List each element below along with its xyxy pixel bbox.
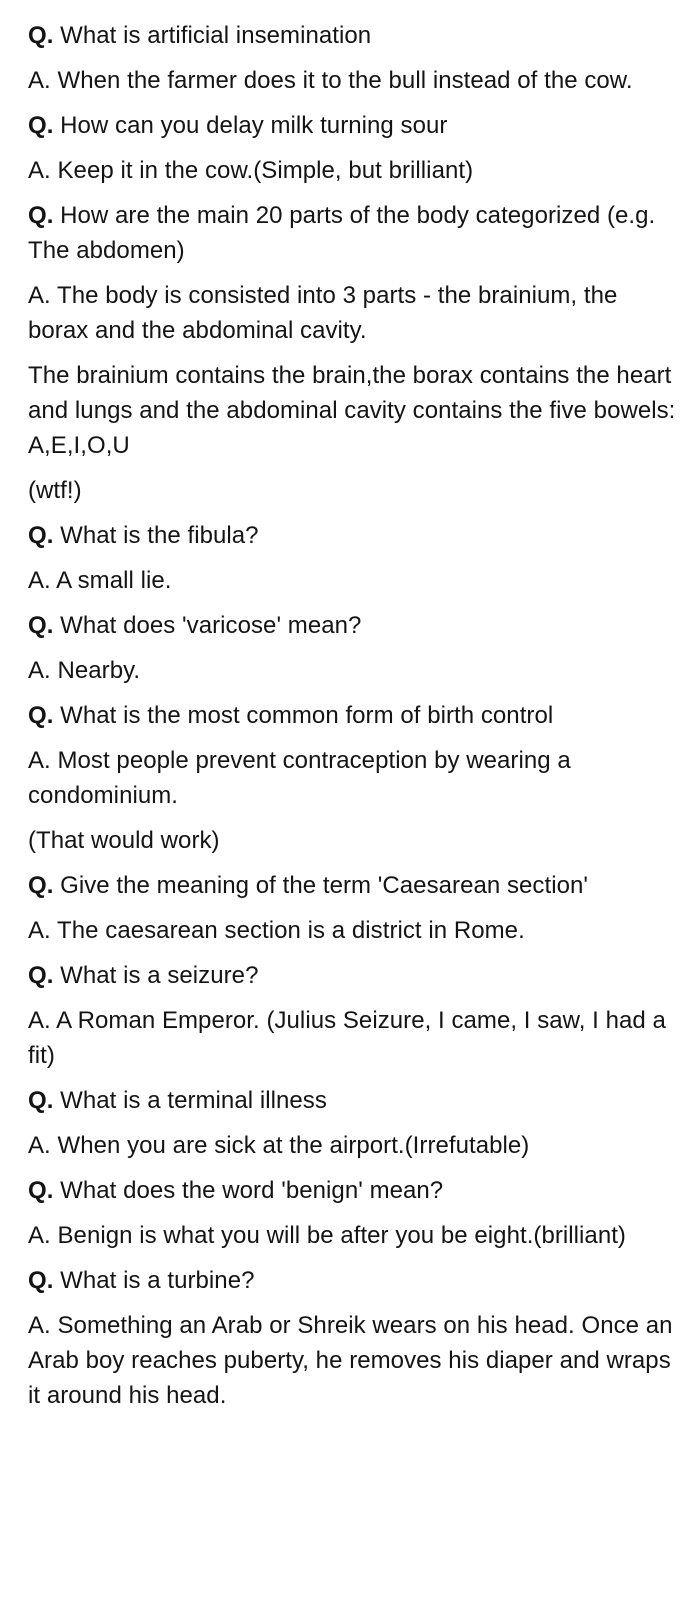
question-label: Q. <box>28 112 54 139</box>
question-paragraph <box>28 868 678 903</box>
question-label: Q. <box>28 22 54 49</box>
question-text: What does the word 'benign' mean? <box>53 1177 444 1204</box>
question-text: What is artificial insemination <box>53 22 372 49</box>
question-paragraph <box>28 608 678 643</box>
question-text: What is the most common form of birth control <box>53 702 554 729</box>
question-label: Q. <box>28 522 54 549</box>
question-paragraph <box>28 108 678 143</box>
question-text: How are the main 20 parts of the body categorized (e.g. The abdomen) <box>28 202 656 264</box>
answer-paragraph: A. Most people prevent contraception by wearing a condominium. <box>28 747 571 809</box>
question-paragraph <box>28 1173 678 1208</box>
answer-paragraph: A. The caesarean section is a district in Rome. <box>28 917 525 944</box>
qa-text-body <box>28 18 678 1423</box>
question-paragraph <box>28 18 678 53</box>
question-paragraph <box>28 958 678 993</box>
question-paragraph <box>28 198 678 268</box>
question-text: What is a seizure? <box>53 962 259 989</box>
answer-paragraph: A. A small lie. <box>28 567 172 594</box>
question-text: What is a terminal illness <box>53 1087 327 1114</box>
question-paragraph <box>28 1083 678 1118</box>
question-paragraph <box>28 1263 678 1298</box>
text-paragraph: The brainium contains the brain,the borax contains the heart and lungs and the abdominal cavity contains the five bowels: A,E,I,O,U <box>28 362 676 459</box>
question-label: Q. <box>28 872 54 899</box>
question-paragraph <box>28 518 678 553</box>
answer-paragraph: A. When you are sick at the airport.(Irrefutable) <box>28 1132 530 1159</box>
answer-paragraph: A. Something an Arab or Shreik wears on his head. Once an Arab boy reaches puberty, he removes his diaper and wraps it around his head. <box>28 1312 673 1409</box>
question-text: What does 'varicose' mean? <box>53 612 362 639</box>
question-label: Q. <box>28 1267 54 1294</box>
question-text: What is the fibula? <box>53 522 259 549</box>
question-label: Q. <box>28 1087 54 1114</box>
answer-paragraph: A. When the farmer does it to the bull instead of the cow. <box>28 67 633 94</box>
text-paragraph: (wtf!) <box>28 477 82 504</box>
answer-paragraph: A. Nearby. <box>28 657 141 684</box>
question-label: Q. <box>28 202 54 229</box>
question-label: Q. <box>28 962 54 989</box>
text-paragraph: (That would work) <box>28 827 220 854</box>
answer-paragraph: A. Benign is what you will be after you be eight.(brilliant) <box>28 1222 626 1249</box>
question-text: What is a turbine? <box>53 1267 255 1294</box>
answer-paragraph: A. Keep it in the cow.(Simple, but brilliant) <box>28 157 474 184</box>
question-paragraph <box>28 698 678 733</box>
question-label: Q. <box>28 1177 54 1204</box>
question-text: Give the meaning of the term 'Caesarean section' <box>53 872 589 899</box>
question-label: Q. <box>28 702 54 729</box>
answer-paragraph: A. A Roman Emperor. (Julius Seizure, I came, I saw, I had a fit) <box>28 1007 666 1069</box>
answer-paragraph: A. The body is consisted into 3 parts - the brainium, the borax and the abdominal cavity. <box>28 282 618 344</box>
question-text: How can you delay milk turning sour <box>53 112 448 139</box>
question-label: Q. <box>28 612 54 639</box>
